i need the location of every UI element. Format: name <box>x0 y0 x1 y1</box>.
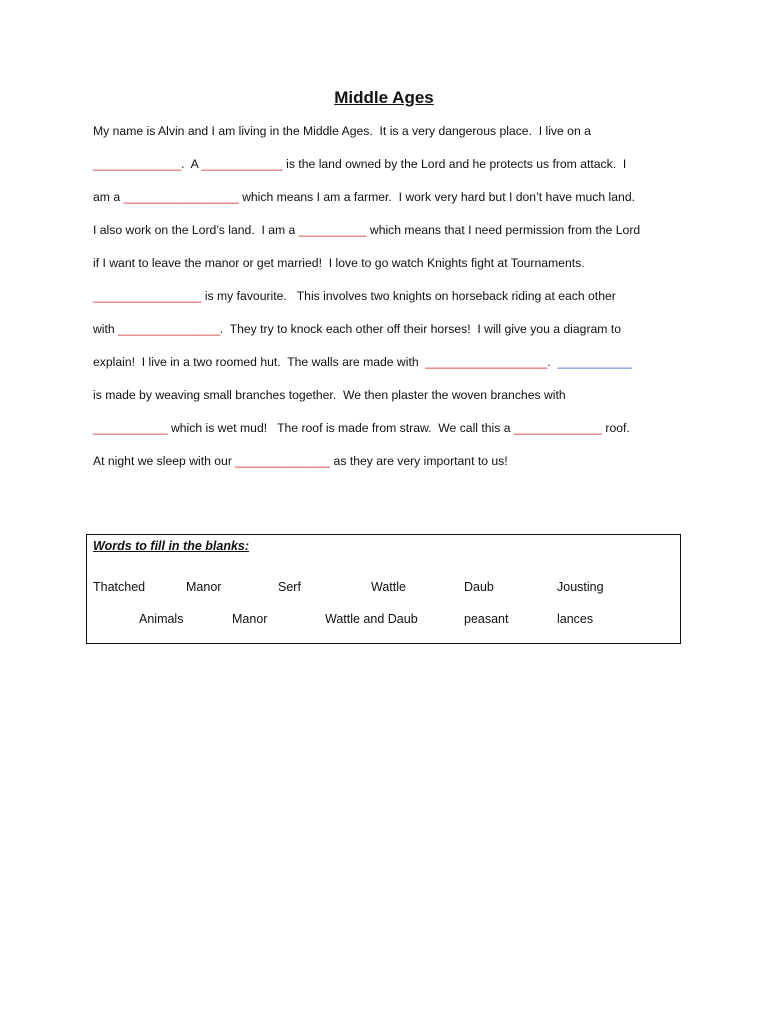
fill-in-blank[interactable]: ________________ <box>93 289 202 303</box>
fill-in-blank[interactable]: _____________ <box>513 421 603 435</box>
passage-text: . <box>547 355 558 369</box>
word-bank-item: Thatched <box>93 580 146 594</box>
passage-line <box>93 316 693 349</box>
word-bank-item: Animals <box>139 612 184 626</box>
word-bank-item: Daub <box>464 580 494 594</box>
passage-line <box>93 217 693 250</box>
word-bank-item: Wattle <box>371 580 406 594</box>
fill-in-blank[interactable]: _____________ <box>93 157 182 171</box>
passage-text: which means I am a farmer. I work very hard but I don’t have much land. <box>238 190 635 204</box>
passage-text: . A <box>181 157 202 171</box>
word-bank-item: Manor <box>186 580 222 594</box>
word-bank-item: Manor <box>232 612 268 626</box>
fill-in-blank[interactable]: _______________ <box>118 322 220 336</box>
passage-line <box>93 118 693 151</box>
passage-line <box>93 415 693 448</box>
passage-text: is my favourite. This involves two knights on horseback riding at each other <box>201 289 616 303</box>
passage-line <box>93 349 693 382</box>
word-bank-item: Jousting <box>557 580 604 594</box>
word-bank-box <box>86 534 681 644</box>
word-bank-item: lances <box>557 612 594 626</box>
passage-line <box>93 382 693 415</box>
passage-text: with <box>93 322 119 336</box>
passage-line <box>93 448 693 481</box>
passage-text: am a <box>93 190 124 204</box>
passage-text: . They try to knock each other off their horses! I will give you a diagram to <box>219 322 621 336</box>
fill-in-blank[interactable]: __________________ <box>425 355 548 369</box>
fill-in-blank[interactable]: ___________ <box>93 421 168 435</box>
passage <box>93 118 693 481</box>
fill-in-blank[interactable]: ____________ <box>201 157 283 171</box>
passage-line <box>93 283 693 316</box>
word-bank-item: peasant <box>464 612 509 626</box>
passage-text: is the land owned by the Lord and he protects us from attack. I <box>282 157 627 171</box>
word-bank-item: Serf <box>278 580 301 594</box>
passage-text: which means that I need permission from the Lord <box>366 223 641 237</box>
passage-text: which is wet mud! The roof is made from straw. We call this a <box>167 421 514 435</box>
passage-line <box>93 250 693 283</box>
passage-text: My name is Alvin and I am living in the Middle Ages. It is a very dangerous place. I live on a <box>93 124 591 138</box>
fill-in-blank[interactable]: ___________ <box>557 355 633 369</box>
passage-text: I also work on the Lord’s land. I am a <box>93 223 299 237</box>
passage-text: At night we sleep with our <box>93 454 236 468</box>
passage-text: is made by weaving small branches together. We then plaster the woven branches with <box>93 388 566 402</box>
fill-in-blank[interactable]: _________________ <box>123 190 239 204</box>
fill-in-blank[interactable]: ______________ <box>235 454 331 468</box>
passage-text: explain! I live in a two roomed hut. The walls are made with <box>93 355 426 369</box>
passage-line <box>93 151 693 184</box>
word-bank-heading: Words to fill in the blanks: <box>93 539 250 553</box>
passage-text: if I want to leave the manor or get married! I love to go watch Knights fight at Tournaments. <box>93 256 585 270</box>
word-bank-item: Wattle and Daub <box>325 612 418 626</box>
passage-text: roof. <box>602 421 630 435</box>
passage-text: as they are very important to us! <box>330 454 508 468</box>
page-title: Middle Ages <box>334 88 434 107</box>
fill-in-blank[interactable]: __________ <box>298 223 367 237</box>
passage-line <box>93 184 693 217</box>
